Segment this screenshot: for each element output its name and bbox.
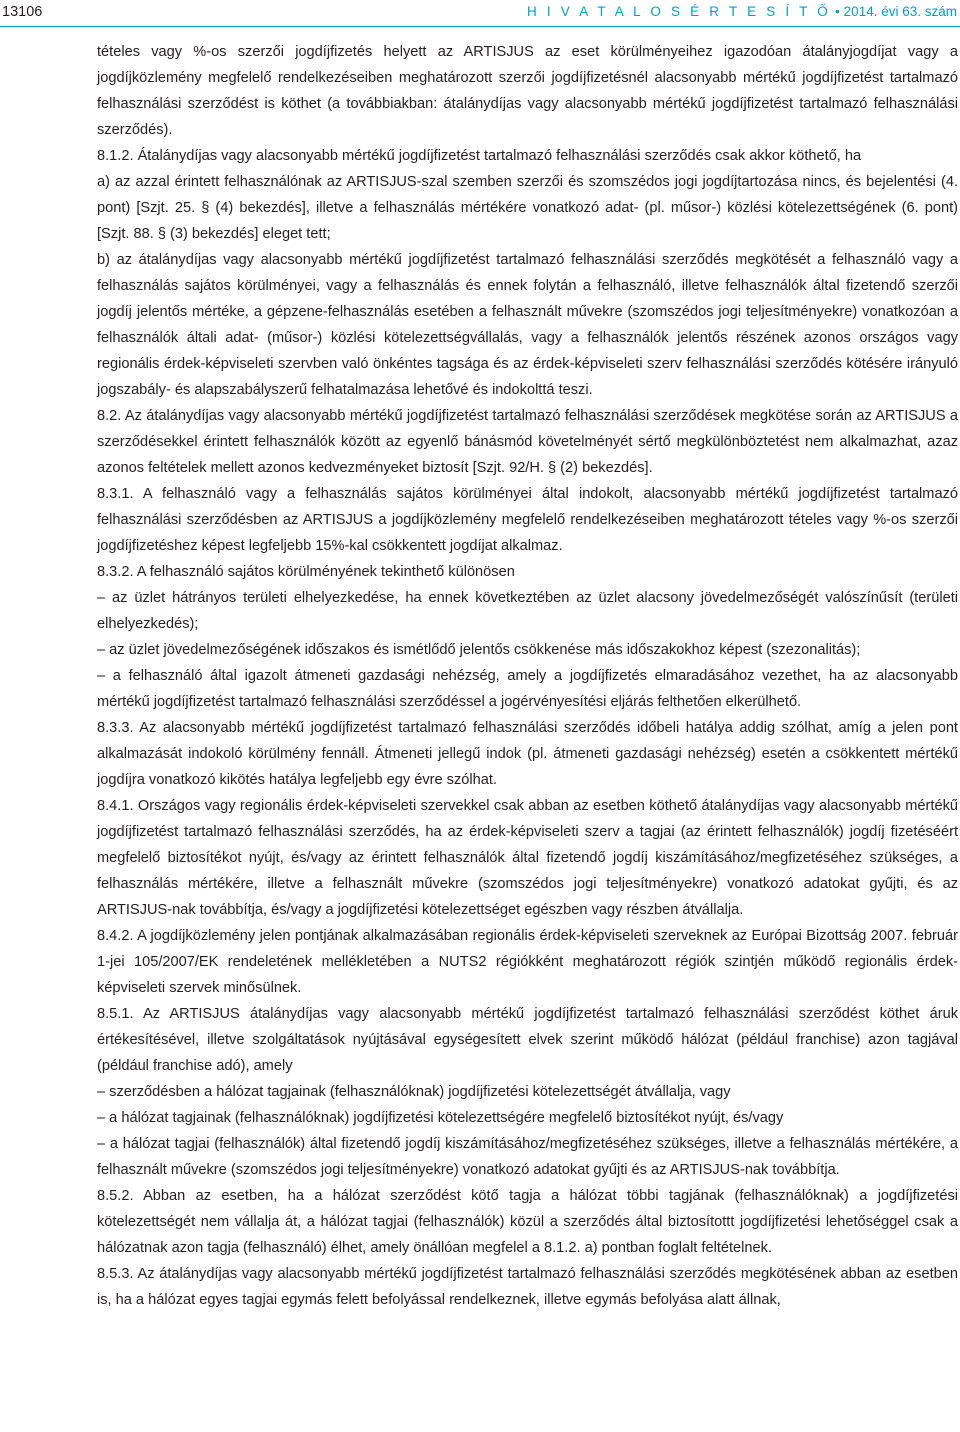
list-item: – szerződésben a hálózat tagjainak (felhasználóknak) jogdíjfizetési kötelezettségét átvállalja, vagy (97, 1084, 731, 1100)
document-body (97, 39, 958, 1313)
issue-number: 2014. évi 63. szám (843, 4, 957, 19)
list-item: – a hálózat tagjai (felhasználók) által fizetendő jogdíj kiszámításához/megfizetéséhez szükséges, illetve a felhasználás mértékére, a felhasznált művekre (szomszédos jogi teljesítményekre) vonatkozó adatokat gyűjti és az ARTISJUS-nak továbbítja. (97, 1136, 958, 1178)
paragraph-continuation: tételes vagy %-os szerzői jogdíjfizetés helyett az ARTISJUS az eset körülményeihez igazodóan átalányjogdíjat vagy a jogdíjközlemény megfelelő rendelkezéseiben meghatározott szerzői jogdíjfizetésnél alacsonyabb mértékű jogdíjfizetést tartalmazó felhasználási szerződést is köthet (a továbbiakban: átalánydíjas vagy alacsonyabb mértékű jogdíjfizetést tartalmazó felhasználási szerződés). (97, 44, 958, 138)
paragraph-8-5-1: 8.5.1. Az ARTISJUS átalánydíjas vagy alacsonyabb mértékű jogdíjfizetést tartalmazó felhasználási szerződést köthet áruk értékesítésével, illetve szolgáltatások nyújtásával egységesített elvek szerint működő hálózat (például franchise) azon tagjával (például franchise adó), amely (97, 1006, 958, 1074)
paragraph-8-2: 8.2. Az átalánydíjas vagy alacsonyabb mértékű jogdíjfizetést tartalmazó felhasználási szerződések megkötése során az ARTISJUS a szerződésekkel érintett felhasználók között az egyenlő bánásmód követelményét sértő megkülönböztetést nem alkalmazhat, azaz azonos feltételek mellett azonos kedvezményeket biztosít [Szjt. 92/H. § (2) bekezdés]. (97, 408, 958, 476)
list-item: – az üzlet jövedelmezőségének időszakos és ismétlődő jelentős csökkenése más időszakokhoz képest (szezonalitás); (97, 642, 861, 658)
paragraph-8-3-1: 8.3.1. A felhasználó vagy a felhasználás sajátos körülményei által indokolt, alacsonyabb mértékű jogdíjfizetést tartalmazó felhasználási szerződésben az ARTISJUS a jogdíjközlemény megfelelő rendelkezéseiben meghatározott tételes vagy %-os szerzői jogdíjfizetéshez képest legfeljebb 15%-kal csökkentett jogdíjat alkalmaz. (97, 486, 958, 554)
paragraph-8-1-2: 8.1.2. Átalánydíjas vagy alacsonyabb mértékű jogdíjfizetést tartalmazó felhasználási szerződés csak akkor köthető, ha (97, 148, 862, 164)
list-item: – a felhasználó által igazolt átmeneti gazdasági nehézség, amely a jogdíjfizetés elmaradásához vezethet, ha az alacsonyabb mértékű jogdíjfizetést tartalmazó felhasználási szerződéssel a jogérvényesítési eljárás felthetően elkerülhető. (97, 668, 958, 710)
list-item: – a hálózat tagjainak (felhasználóknak) jogdíjfizetési kötelezettségére megfelelő biztosítékot nyújt, és/vagy (97, 1110, 784, 1126)
paragraph-8-1-2-b: b) az átalánydíjas vagy alacsonyabb mértékű jogdíjfizetést tartalmazó felhasználási szerződés megkötését a felhasználó vagy a felhasználás sajátos körülményei, vagy a felhasználás és ennek folytán a felhasználó, illetve felhasználók által fizetendő szerzői jogdíj jelentős mértéke, a gépzene-felhasználás esetében a felhasznált művekre (szomszédos jogi teljesítményekre) vonatkozóan a felhasználók általi adat- (műsor-) közlési kötelezettségvállalás, vagy a felhasználók jelentős részének azonos országos vagy regionális érdek-képviseleti szervben való önkéntes tagsága és az érdek-képviseleti szerv felhasználási szerződés kötésére irányuló jogszabály- és alapszabályszerű felhatalmazása lehetővé és indokolttá teszi. (97, 252, 958, 398)
paragraph-8-4-1: 8.4.1. Országos vagy regionális érdek-képviseleti szervekkel csak abban az esetben köthető átalánydíjas vagy alacsonyabb mértékű jogdíjfizetést tartalmazó felhasználási szerződés, ha az érdek-képviseleti szerv a tagjai (az érintett felhasználók) jogdíj fizetéséért megfelelő biztosítékot nyújt, és/vagy az érintett felhasználók által fizetendő jogdíj kiszámításához/megfizetéséhez szükséges, a felhasználás mértékére, illetve a felhasznált művekre (szomszédos jogi teljesítményekre) vonatkozó adatokat gyűjti, és az ARTISJUS-nak továbbítja, és/vagy a jogdíjfizetési kötelezettséget egészben vagy részben átvállalja. (97, 798, 958, 918)
list-item: – az üzlet hátrányos területi elhelyezkedése, ha ennek következtében az üzlet alacsony jövedelmezőségét valószínűsít (területi elhelyezkedés); (97, 590, 958, 632)
paragraph-8-5-2: 8.5.2. Abban az esetben, ha a hálózat szerződést kötő tagja a hálózat többi tagjának (felhasználóknak) a jogdíjfizetési kötelezettségét nem vállalja át, a hálózat tagjai (felhasználók) közül a szerződés által biztosítottt jogdíjfizetési lehetőséggel csak a hálózatnak azon tagja (felhasználó) élhet, amely önállóan megfelel a 8.1.2. a) pontban foglalt feltételnek. (97, 1188, 958, 1256)
paragraph-8-3-3: 8.3.3. Az alacsonyabb mértékű jogdíjfizetést tartalmazó felhasználási szerződés időbeli hatálya addig szólhat, amíg a jelen pont alkalmazását indokoló körülmény fennáll. Átmeneti jellegű indok (pl. átmeneti gazdasági nehézség) esetén a csökkentett mértékű jogdíjra vonatkozó kikötés hatálya legfeljebb egy évre szólhat. (97, 720, 958, 788)
paragraph-8-3-2: 8.3.2. A felhasználó sajátos körülményének tekinthető különösen (97, 564, 515, 580)
page-header (0, 0, 960, 24)
paragraph-8-1-2-a: a) az azzal érintett felhasználónak az ARTISJUS-szal szemben szerzői és szomszédos jogi jogdíjtartozása nincs, és bejelentési (4. pont) [Szjt. 25. § (4) bekezdés], illetve a felhasználás mértékére vonatkozó adat- (pl. műsor-) közlési kötelezettségének (6. pont) [Szjt. 88. § (3) bekezdés] eleget tett; (97, 174, 958, 242)
paragraph-8-4-2: 8.4.2. A jogdíjközlemény jelen pontjának alkalmazásában regionális érdek-képviseleti szerveknek az Európai Bizottság 2007. február 1-jei 105/2007/EK rendeletének mellékletében a NUTS2 régiókként meghatározott régiók szintjén működő regionális érdek-képviseleti szervek minősülnek. (97, 928, 958, 996)
publication-title: H I V A T A L O S É R T E S Í T Ő (526, 4, 831, 19)
page-number: 13106 (2, 4, 43, 20)
header-rule (0, 26, 960, 27)
header-separator: • (834, 4, 840, 19)
paragraph-8-5-3: 8.5.3. Az átalánydíjas vagy alacsonyabb mértékű jogdíjfizetést tartalmazó felhasználási szerződés megkötésének abban az esetben is, ha a hálózat egyes tagjai egymás felett befolyással rendelkeznek, illetve egymás befolyása alatt állnak, (97, 1266, 958, 1308)
running-head (527, 0, 957, 24)
